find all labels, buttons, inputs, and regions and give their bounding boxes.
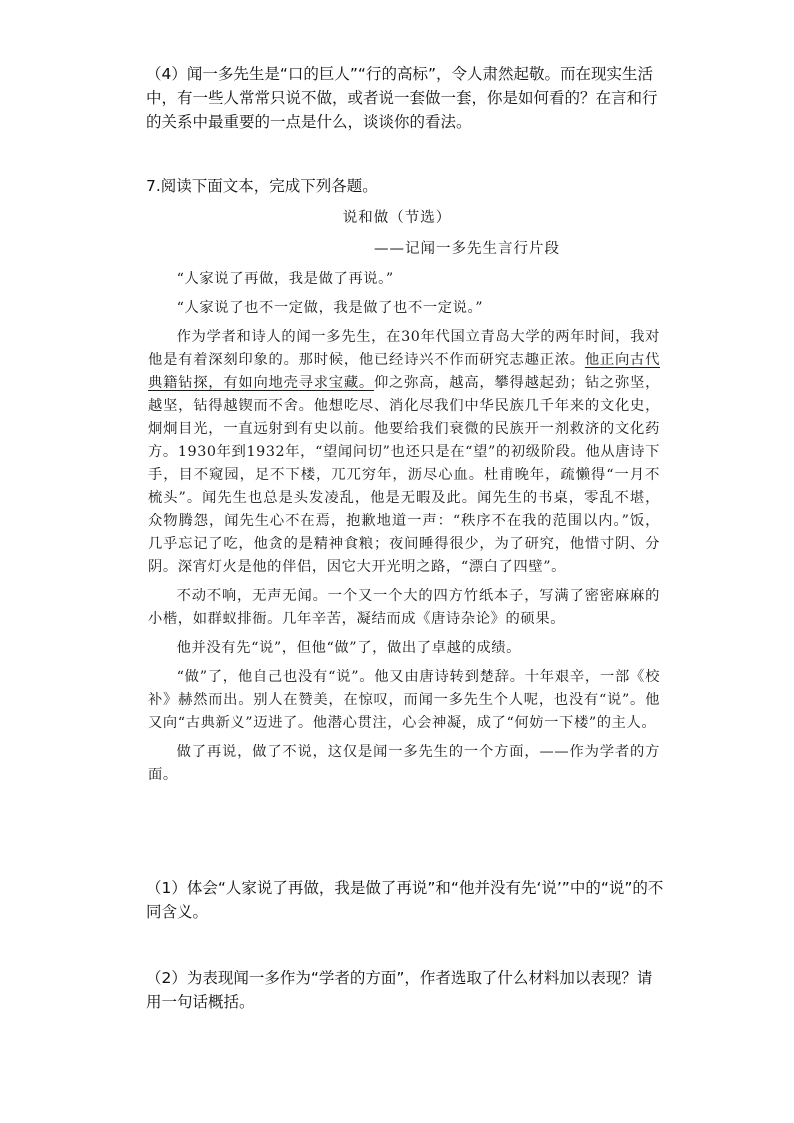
passage-paragraph: 做了再说，做了不说，这仅是闻一多先生的一个方面，——作为学者的方面。 (148, 744, 660, 783)
passage-paragraph: 他并没有先“说”，但他“做”了，做出了卓越的成绩。 (176, 640, 522, 656)
passage-paragraph: 不动不响，无声无闻。一个又一个大的四方竹纸本子，写满了密密麻麻的小楷，如群蚁排衙。几年辛苦，凝结而成《唐诗杂论》的硕果。 (148, 588, 660, 627)
passage-paragraph: “做”了，他自己也没有“说”。他又由唐诗转到楚辞。十年艰辛，一部《校补》赫然而出。别人在赞美，在惊叹，而闻一多先生个人呢，也没有“说”。他又向“古典新义”迈进了。他潜心贯注，心会神凝，成了“何妨一下楼”的主人。 (148, 669, 660, 731)
question-4-text: （4）闻一多先生是“口的巨人”“行的高标”，令人肃然起敬。而在现实生活中，有一些人常常只说不做，或者说一套做一套，你是如何看的？在言和行的关系中最重要的一点是什么，谈谈你的看法。 (146, 65, 658, 131)
underlined-sentence: 他正向古代典籍钻探，有如向地壳寻求宝藏。 (148, 352, 660, 391)
passage-paragraph: “人家说了再做，我是做了再说。” (176, 271, 394, 287)
passage-paragraph: “人家说了也不一定做，我是做了也不一定说。” (176, 300, 484, 316)
passage-title: 说和做（节选） (342, 210, 452, 226)
passage-text: 仰之弥高，越高，攀得越起劲；钻之弥坚，越坚，钻得越锲而不舍。他想吃尽、消化尽我们中华民族几千年来的文化史，炯炯目光，一直远射到有史以前。他要给我们衰微的民族开一剂救济的文化药方。1930年到1932年，“望闻问切”也还只是在“望”的初级阶段。他从唐诗下手，目不窥园，足不下楼，兀兀穷年，沥尽心血。杜甫晚年，疏懒得“一月不梳头”。闻先生也总是头发凌乱，他是无暇及此。闻先生的书桌，零乱不堪，众物腾怨，闻先生心不在焉，抱歉地道一声：“秩序不在我的范围以内。”饭，几乎忘记了吃，他贪的是精神食粮；夜间睡得很少，为了研究，他惜寸阴、分阴。深宵灯火是他的伴侣，因它大开光明之路，“漂白了四壁”。 (148, 375, 660, 575)
question-7-stem: 7.阅读下面文本，完成下列各题。 (146, 177, 378, 195)
passage-text: 作为学者和诗人的闻一多先生，在30年代国立青岛大学的两年时间，我对他是有着深刻印象的。那时候，他已经诗兴不作而研究志趣正浓。 (148, 329, 660, 368)
passage-body (148, 268, 660, 793)
sub-question-2: （2）为表现闻一多作为“学者的方面”，作者选取了什么材料加以表现？请用一句话概括。 (146, 969, 653, 1011)
passage-subtitle: ——记闻一多先生言行片段 (374, 241, 560, 257)
passage-paragraph (148, 326, 660, 579)
sub-question-1: （1）体会“人家说了再做，我是做了再说”和“他并没有先‘说’”中的“说”的不同含义。 (146, 879, 664, 921)
